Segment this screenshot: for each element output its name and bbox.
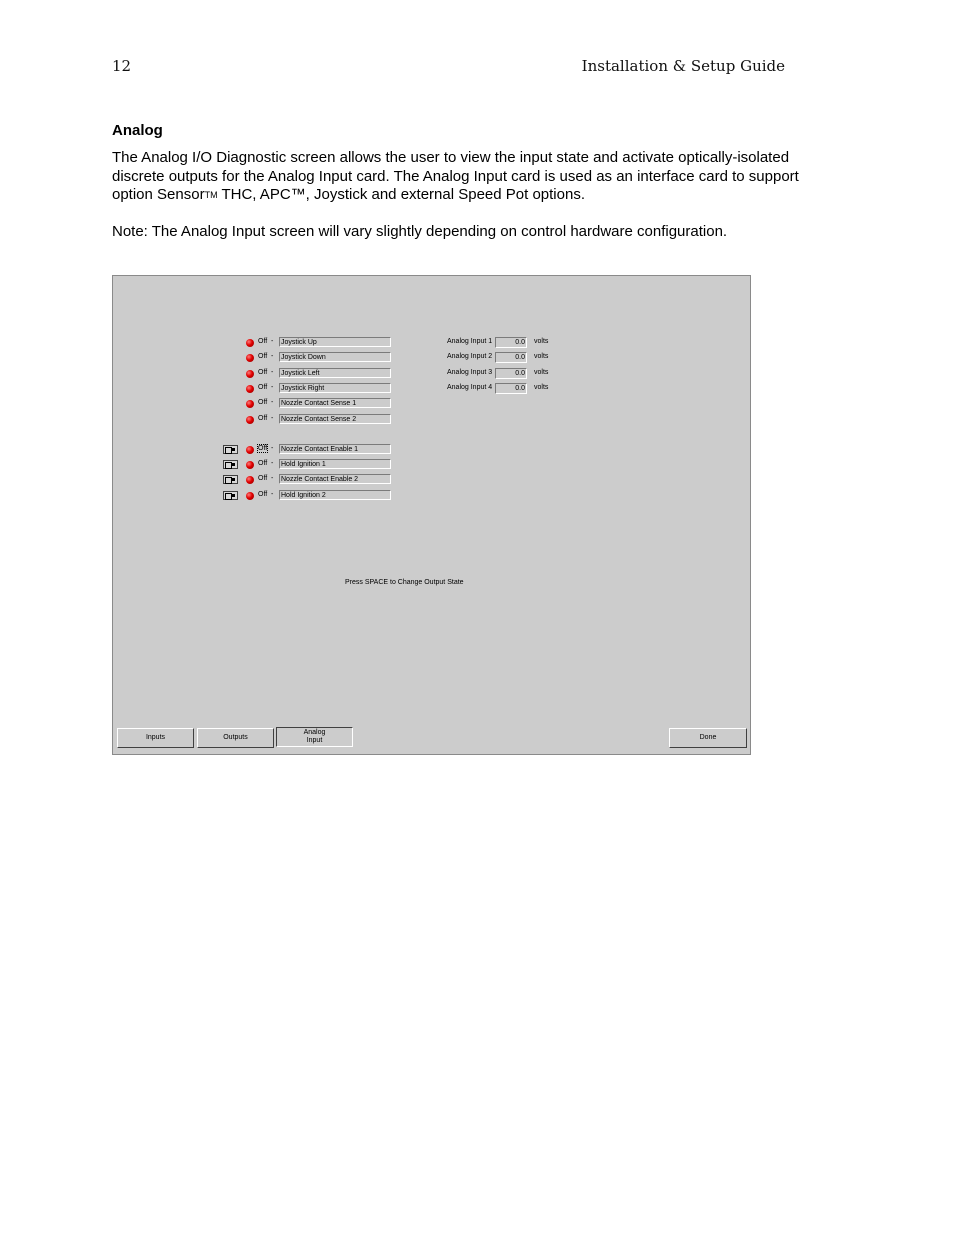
output-state[interactable]: Off: [258, 460, 268, 467]
status-led-icon: [246, 492, 254, 500]
input-label-field: Nozzle Contact Sense 1: [279, 398, 391, 408]
analog-diagnostic-screenshot: [112, 275, 751, 755]
page-number: 12: [112, 57, 132, 75]
intro-text-b: THC, APC™, Joystick and external Speed Pot options.: [217, 186, 585, 203]
separator: -: [271, 491, 274, 498]
analog-input-unit: volts: [534, 369, 549, 376]
tab-analog-input[interactable]: [276, 727, 353, 747]
analog-input-value: 0.0: [495, 337, 527, 348]
output-state[interactable]: Off: [258, 475, 268, 482]
input-row: [246, 368, 396, 380]
analog-input-label: Analog Input 2: [447, 353, 493, 360]
input-label-field: Joystick Down: [279, 352, 391, 362]
status-led-icon: [246, 416, 254, 424]
analog-input-value: 0.0: [495, 383, 527, 394]
analog-input-label: Analog Input 3: [447, 369, 493, 376]
status-led-icon: [246, 400, 254, 408]
input-row: [246, 383, 396, 395]
output-state[interactable]: Off: [258, 491, 268, 498]
separator: -: [271, 384, 274, 391]
tab-analog-input-line2: Input: [306, 737, 323, 744]
output-row: [223, 474, 398, 486]
tab-analog-input-line1: Analog: [303, 729, 326, 736]
trademark-mark: TM: [204, 190, 218, 200]
output-label-field: Hold Ignition 2: [279, 490, 391, 500]
output-toggle-button[interactable]: [223, 460, 238, 469]
output-label-field: Nozzle Contact Enable 2: [279, 474, 391, 484]
separator: -: [271, 445, 274, 452]
status-led-icon: [246, 354, 254, 362]
input-state: Off: [258, 369, 268, 376]
status-led-icon: [246, 476, 254, 484]
analog-input-unit: volts: [534, 338, 549, 345]
tab-inputs[interactable]: Inputs: [117, 728, 194, 748]
input-state: Off: [258, 338, 268, 345]
output-toggle-button[interactable]: [223, 445, 238, 454]
status-led-icon: [246, 339, 254, 347]
tab-outputs[interactable]: Outputs: [197, 728, 274, 748]
input-row: [246, 414, 396, 426]
body-text: [112, 149, 802, 241]
analog-input-unit: volts: [534, 384, 549, 391]
section-heading: Analog: [112, 122, 163, 139]
analog-input-label: Analog Input 4: [447, 384, 493, 391]
intro-text-a: The Analog I/O Diagnostic screen allows the user to view the input state and activate optically-isolated discrete outputs for the Analog Input card. The Analog Input card is used as an interface card to support option Sensor: [112, 149, 799, 203]
input-row: [246, 352, 396, 364]
analog-input-row: [447, 383, 557, 395]
output-toggle-button[interactable]: [223, 491, 238, 500]
intro-paragraph: [112, 149, 802, 205]
output-row: [223, 490, 398, 502]
input-label-field: Nozzle Contact Sense 2: [279, 414, 391, 424]
output-label-field: Hold Ignition 1: [279, 459, 391, 469]
analog-input-row: [447, 368, 557, 380]
status-led-icon: [246, 446, 254, 454]
analog-input-row: [447, 352, 557, 364]
input-label-field: Joystick Left: [279, 368, 391, 378]
done-button[interactable]: Done: [669, 728, 747, 748]
output-toggle-button[interactable]: [223, 475, 238, 484]
separator: -: [271, 338, 274, 345]
status-led-icon: [246, 370, 254, 378]
output-label-field: Nozzle Contact Enable 1: [279, 444, 391, 454]
input-row: [246, 398, 396, 410]
input-row: [246, 337, 396, 349]
output-row: [223, 459, 398, 471]
note-paragraph: Note: The Analog Input screen will vary slightly depending on control hardware configuration.: [112, 222, 728, 240]
input-state: Off: [258, 384, 268, 391]
separator: -: [271, 353, 274, 360]
input-state: Off: [258, 353, 268, 360]
guide-title: Installation & Setup Guide: [581, 57, 785, 75]
analog-input-row: [447, 337, 557, 349]
status-led-icon: [246, 385, 254, 393]
input-label-field: Joystick Up: [279, 337, 391, 347]
analog-input-unit: volts: [534, 353, 549, 360]
output-row: [223, 444, 398, 456]
analog-input-value: 0.0: [495, 352, 527, 363]
analog-input-value: 0.0: [495, 368, 527, 379]
input-state: Off: [258, 415, 268, 422]
output-state[interactable]: Off: [258, 445, 268, 452]
input-state: Off: [258, 399, 268, 406]
separator: -: [271, 415, 274, 422]
status-led-icon: [246, 461, 254, 469]
input-label-field: Joystick Right: [279, 383, 391, 393]
separator: -: [271, 460, 274, 467]
separator: -: [271, 399, 274, 406]
output-state-hint: Press SPACE to Change Output State: [345, 579, 464, 586]
analog-input-label: Analog Input 1: [447, 338, 493, 345]
separator: -: [271, 369, 274, 376]
separator: -: [271, 475, 274, 482]
